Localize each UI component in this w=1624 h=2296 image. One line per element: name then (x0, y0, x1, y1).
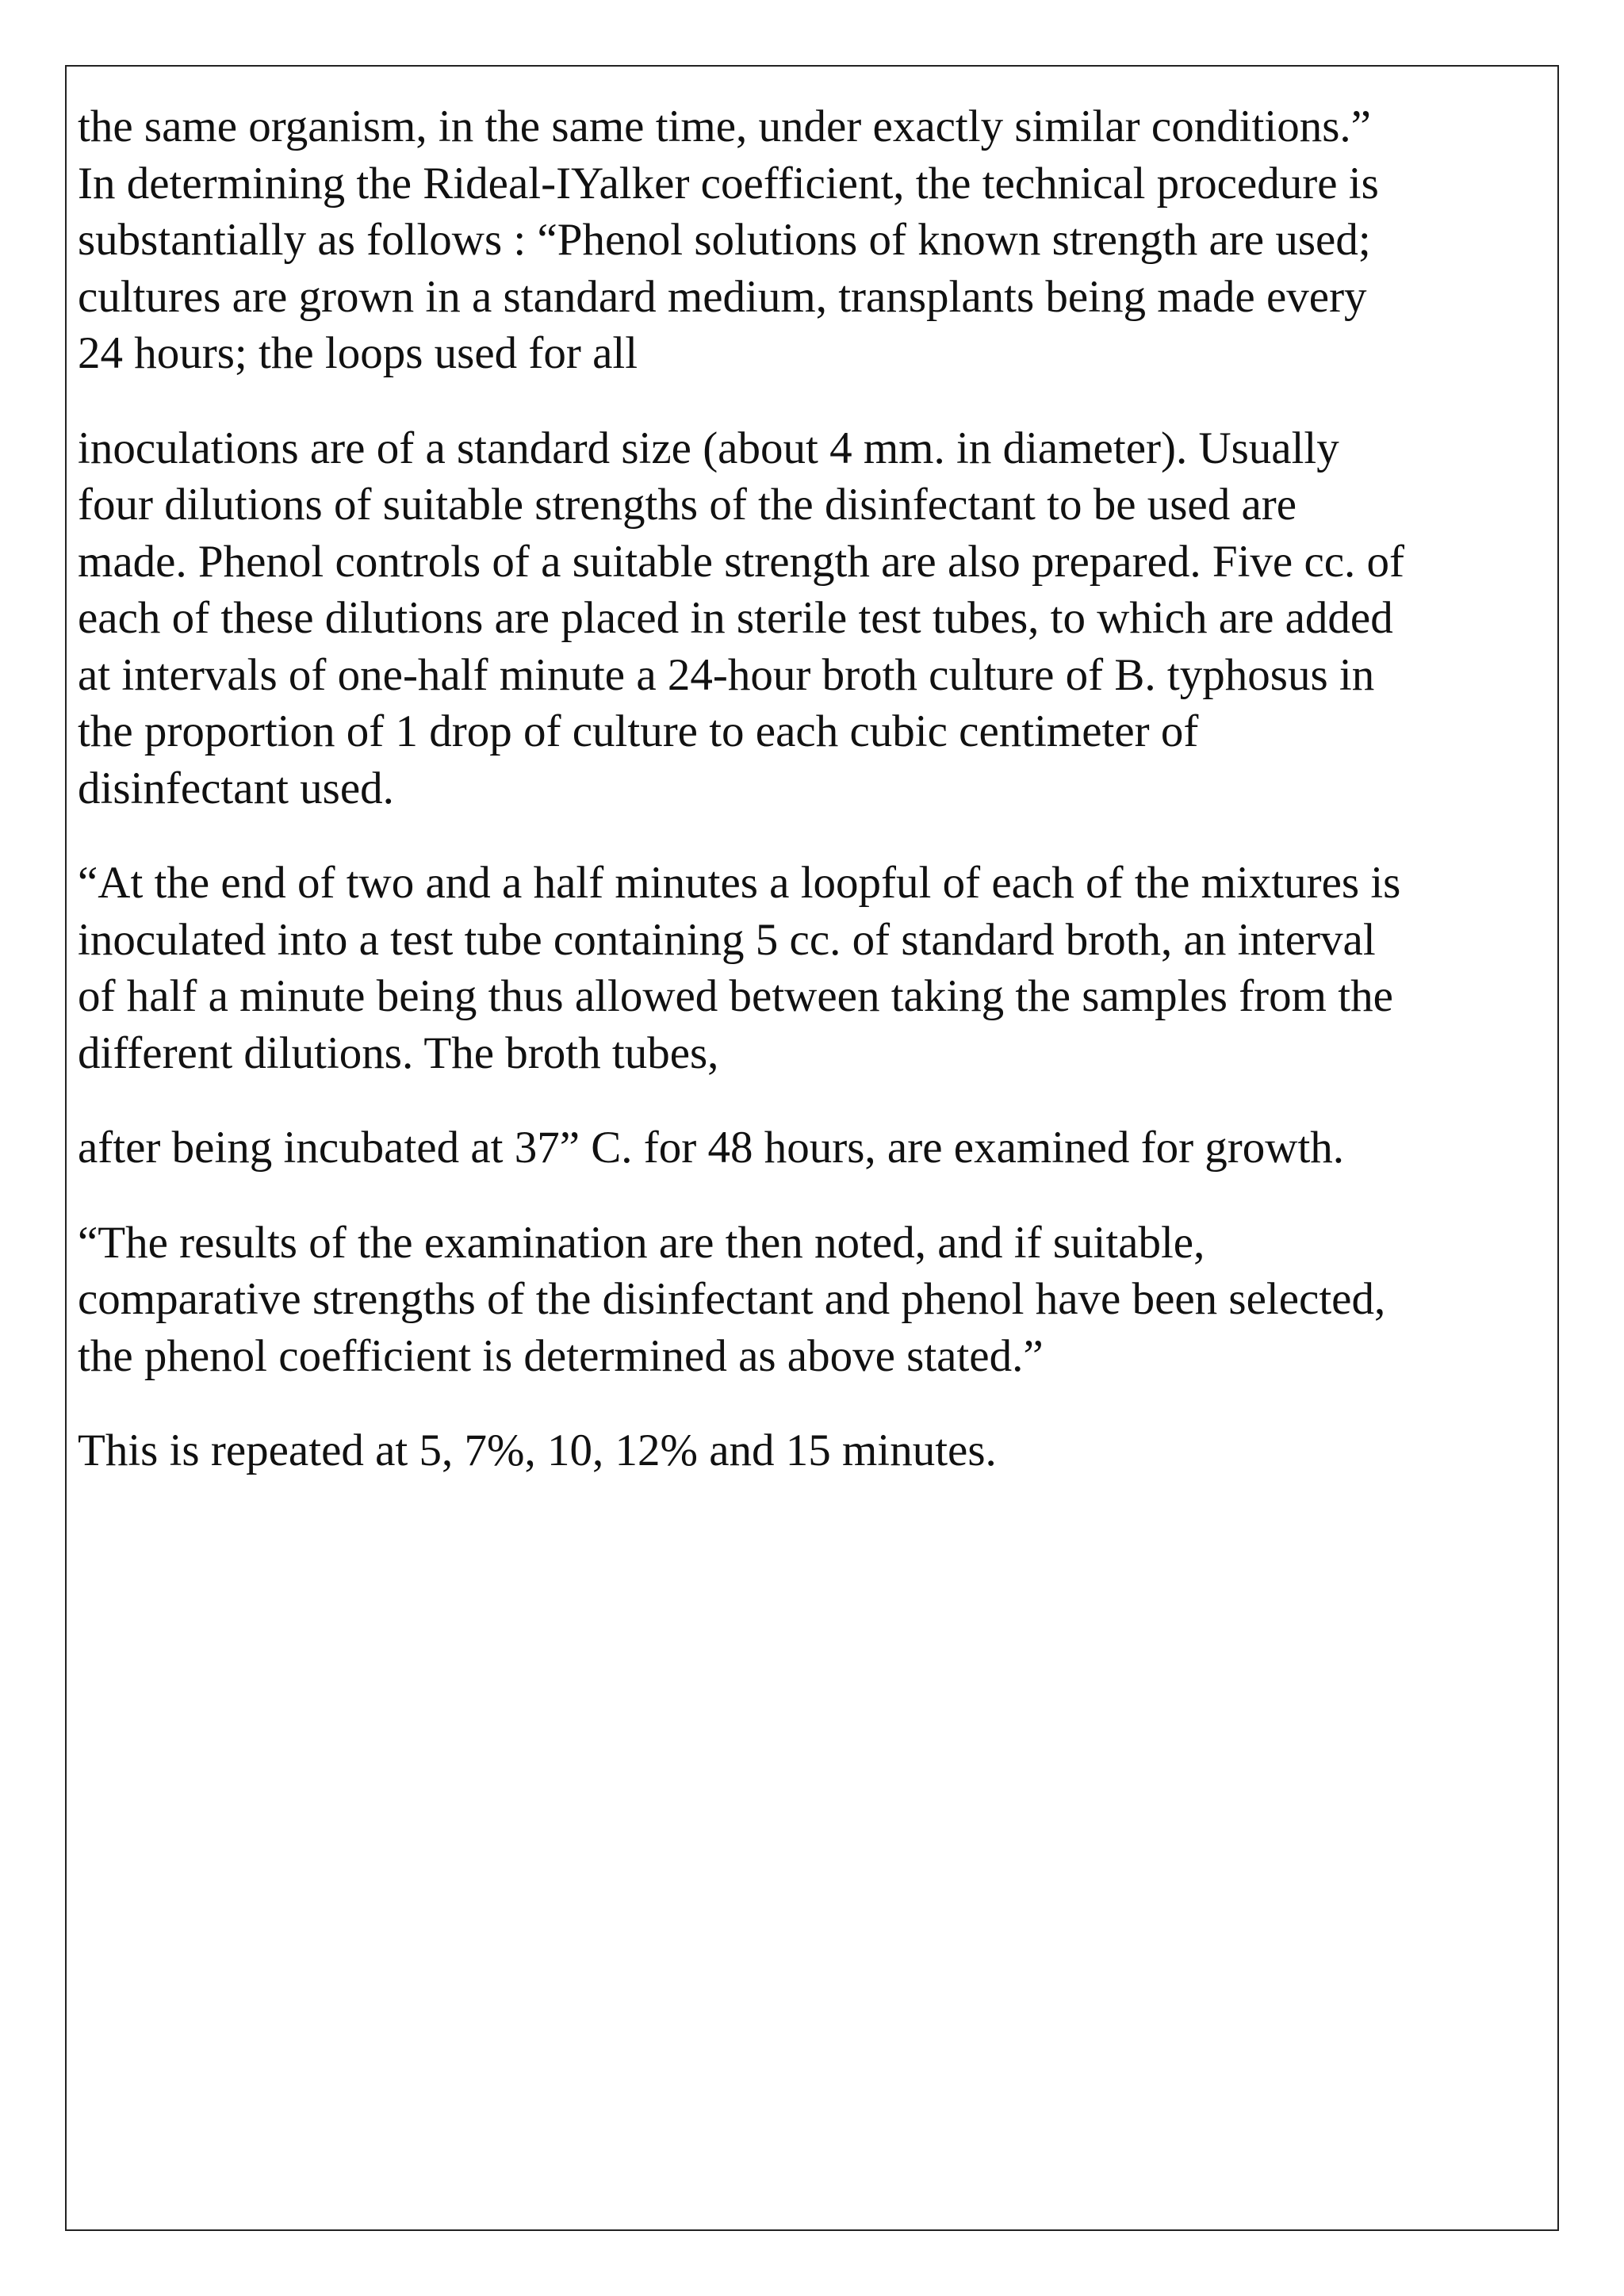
document-body (78, 98, 1553, 1479)
text-line: the same organism, in the same time, under exactly similar conditions.” (78, 101, 1371, 151)
paragraph (78, 98, 1553, 382)
text-line: “The results of the examination are then noted, and if suitable, (78, 1217, 1205, 1268)
text-line: after being incubated at 37” C. for 48 hours, are examined for growth. (78, 1123, 1345, 1173)
paragraph (78, 1215, 1553, 1385)
paragraph (78, 420, 1553, 817)
text-line: inoculations are of a standard size (about 4 mm. in diameter). Usually (78, 423, 1339, 473)
text-line: each of these dilutions are placed in sterile test tubes, to which are added (78, 593, 1393, 643)
text-line: This is repeated at 5, 7%, 10, 12% and 15 minutes. (78, 1425, 997, 1475)
text-line: made. Phenol controls of a suitable strength are also prepared. Five cc. of (78, 536, 1405, 587)
text-line: the proportion of 1 drop of culture to each cubic centimeter of (78, 706, 1199, 756)
text-line: 24 hours; the loops used for all (78, 328, 638, 378)
text-line: comparative strengths of the disinfectant and phenol have been selected, (78, 1274, 1386, 1324)
paragraph-gap (78, 817, 1553, 855)
text-line: inoculated into a test tube containing 5 cc. of standard broth, an interval (78, 914, 1376, 965)
text-line: In determining the Rideal-IYalker coefficient, the technical procedure is (78, 158, 1379, 209)
page-frame (65, 65, 1559, 2231)
text-line: “At the end of two and a half minutes a loopful of each of the mixtures is (78, 858, 1401, 908)
paragraph-gap (78, 1081, 1553, 1119)
paragraph-gap (78, 1177, 1553, 1215)
text-line: cultures are grown in a standard medium, transplants being made every (78, 271, 1367, 322)
text-line: different dilutions. The broth tubes, (78, 1027, 719, 1078)
paragraph (78, 1119, 1553, 1177)
text-line: substantially as follows : “Phenol solutions of known strength are used; (78, 215, 1371, 265)
paragraph-gap (78, 382, 1553, 420)
text-line: the phenol coefficient is determined as above stated.” (78, 1330, 1044, 1381)
text-line: four dilutions of suitable strengths of the disinfectant to be used are (78, 480, 1297, 530)
paragraph-gap (78, 1384, 1553, 1422)
paragraph (78, 855, 1553, 1081)
text-line: of half a minute being thus allowed between taking the samples from the (78, 971, 1393, 1021)
paragraph (78, 1422, 1553, 1479)
text-line: at intervals of one-half minute a 24-hour broth culture of B. typhosus in (78, 649, 1375, 700)
text-line: disinfectant used. (78, 763, 394, 813)
